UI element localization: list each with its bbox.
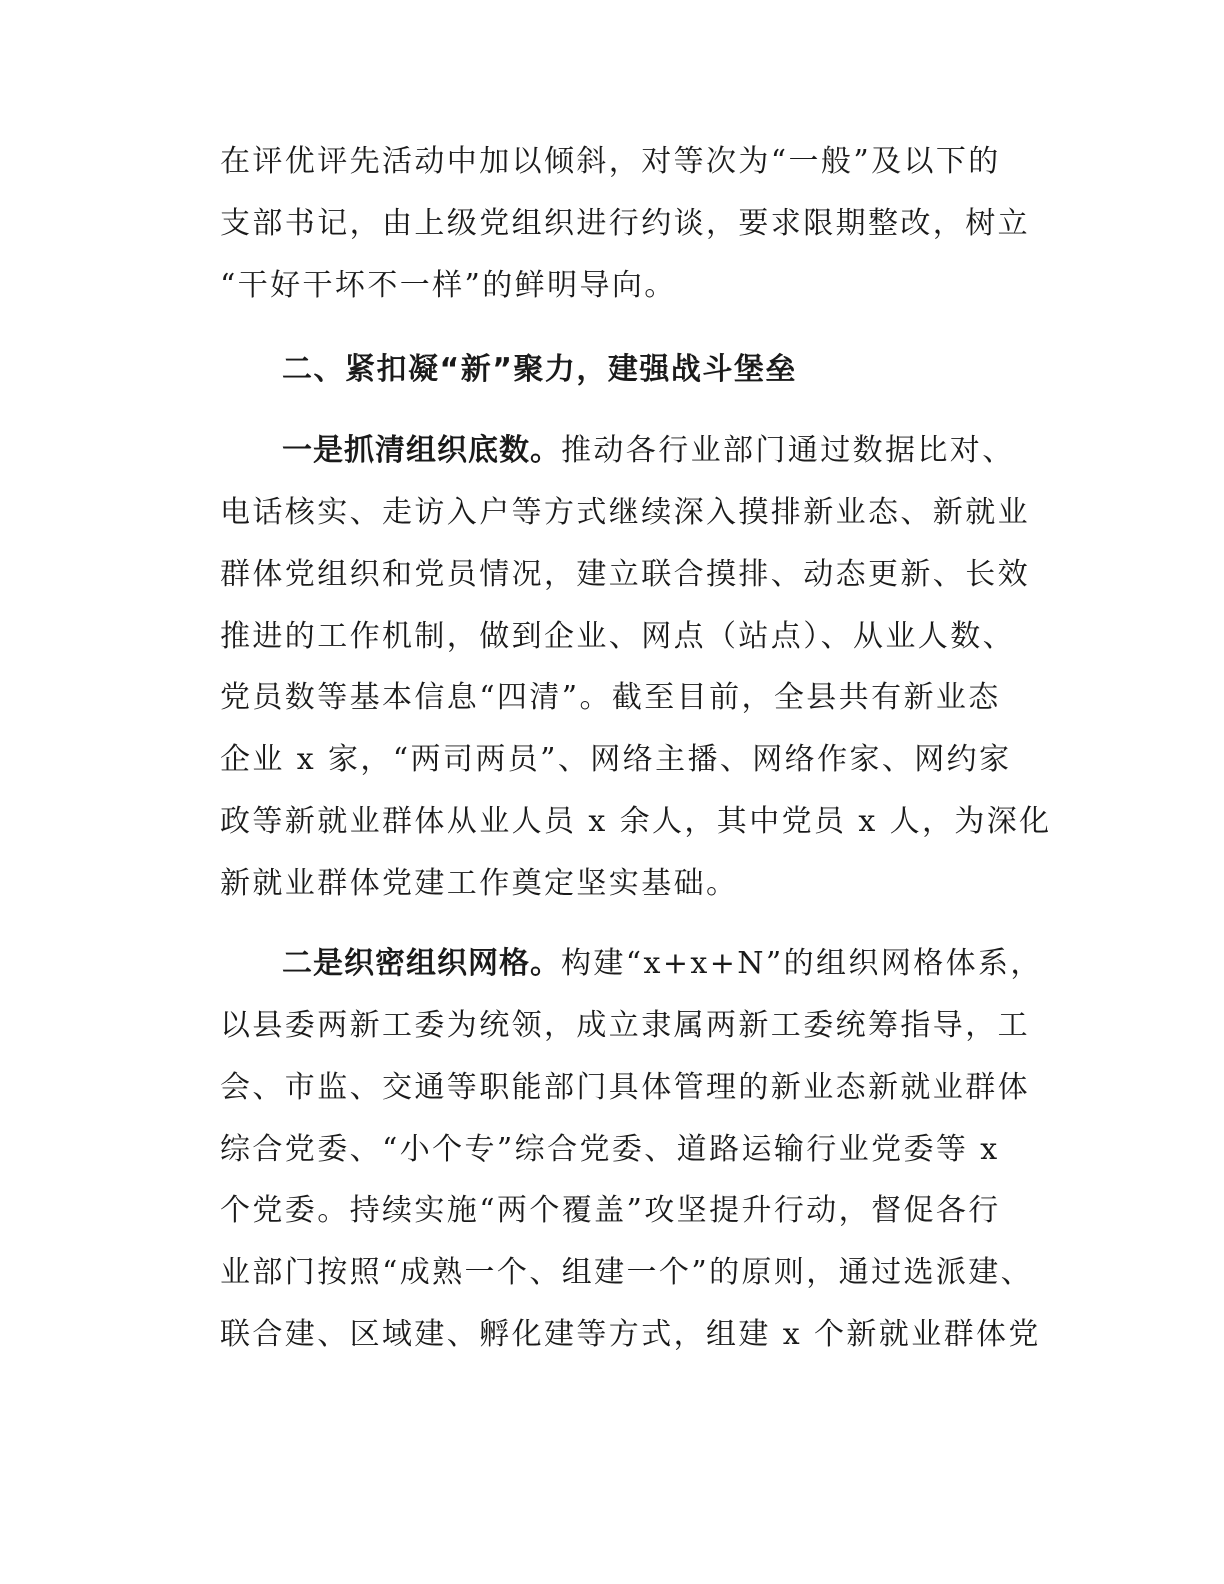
paragraph-lead-bold: 二是织密组织网格。 <box>282 946 561 981</box>
body-text-line: 在评优评先活动中加以倾斜，对等次为“一般”及以下的 <box>220 144 1001 179</box>
body-text-line: 推进的工作机制，做到企业、网点（站点）、从业人数、 <box>220 619 1015 654</box>
body-text-line: 政等新就业群体从业人员 x 余人，其中党员 x 人，为深化 <box>220 804 1052 839</box>
body-text-line: 联合建、区域建、孵化建等方式，组建 x 个新就业群体党 <box>220 1317 1041 1352</box>
body-text-line: 党员数等基本信息“四清”。截至目前，全县共有新业态 <box>220 680 1001 715</box>
body-text-line: “干好干坏不一样”的鲜明导向。 <box>220 268 677 303</box>
body-text-line: 群体党组织和党员情况，建立联合摸排、动态更新、长效 <box>220 557 1030 592</box>
section-heading: 二、紧扣凝“新”聚力，建强战斗堡垒 <box>282 352 797 387</box>
body-text-line: 以县委两新工委为统领，成立隶属两新工委统筹指导，工 <box>220 1008 1030 1043</box>
paragraph-lead-bold: 一是抓清组织底数。 <box>282 433 561 468</box>
body-text-line: 企业 x 家，“两司两员”、网络主播、网络作家、网约家 <box>220 742 1012 777</box>
body-text-span: 推动各行业部门通过数据比对、 <box>561 433 1015 468</box>
paragraph-first-line <box>282 431 1102 471</box>
body-text-line: 个党委。持续实施“两个覆盖”攻坚提升行动，督促各行 <box>220 1193 1001 1228</box>
body-text-line: 综合党委、“小个专”综合党委、道路运输行业党委等 x <box>220 1132 1000 1167</box>
body-text-line: 会、市监、交通等职能部门具体管理的新业态新就业群体 <box>220 1070 1030 1105</box>
body-text-span: 构建“x+x+N”的组织网格体系， <box>561 946 1043 981</box>
body-text-line: 支部书记，由上级党组织进行约谈，要求限期整改，树立 <box>220 206 1030 241</box>
paragraph-first-line <box>282 944 1102 984</box>
body-text-line: 电话核实、走访入户等方式继续深入摸排新业态、新就业 <box>220 495 1030 530</box>
body-text-line: 新就业群体党建工作奠定坚实基础。 <box>220 866 739 901</box>
body-text-line: 业部门按照“成熟一个、组建一个”的原则，通过选派建、 <box>220 1255 1034 1290</box>
